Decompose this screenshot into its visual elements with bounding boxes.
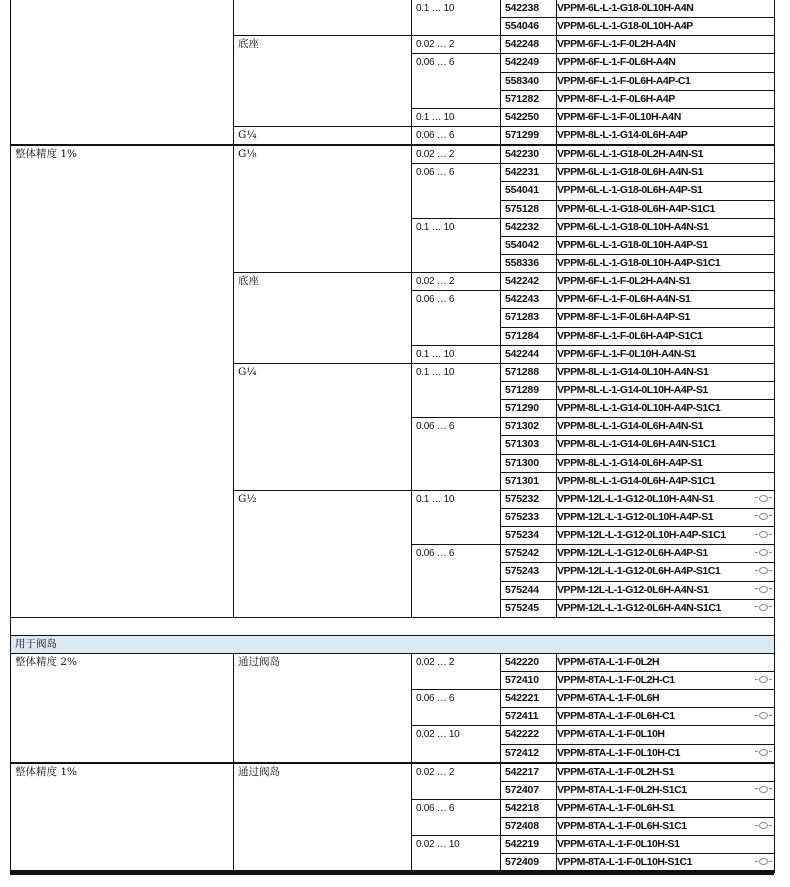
- type-code-cell: VPPM-6L-L-1-G18-0L10H-A4P: [557, 18, 775, 36]
- part-number-cell: 554041: [501, 182, 557, 200]
- part-number-cell: 572407: [501, 781, 557, 799]
- pressure-range-cell: 0.1 … 10: [412, 490, 501, 544]
- type-code-cell: VPPM-6F-L-1-F-0L6H-A4P-C1: [557, 72, 775, 90]
- part-number-cell: 571301: [501, 472, 557, 490]
- type-code-cell: VPPM-8L-L-1-G14-0L6H-A4P-S1: [557, 454, 775, 472]
- part-number-cell: 571288: [501, 363, 557, 381]
- connection-cell: G½: [234, 490, 412, 617]
- part-number-cell: 542230: [501, 145, 557, 164]
- part-number-cell: 572410: [501, 672, 557, 690]
- type-code-cell: VPPM-6F-L-1-F-0L10H-A4N-S1: [557, 345, 775, 363]
- type-code-cell: VPPM-8TA-L-1-F-0L2H-S1C1: [557, 781, 775, 799]
- type-code-cell: VPPM-8L-L-1-G14-0L6H-A4N-S1: [557, 418, 775, 436]
- part-number-cell: 575234: [501, 527, 557, 545]
- part-number-cell: 571299: [501, 126, 557, 145]
- type-code-cell: VPPM-6TA-L-1-F-0L2H: [557, 653, 775, 671]
- type-code-cell: VPPM-6L-L-1-G18-0L6H-A4P-S1: [557, 182, 775, 200]
- part-number-cell: 542220: [501, 653, 557, 671]
- type-code-cell: VPPM-8L-L-1-G14-0L6H-A4N-S1C1: [557, 436, 775, 454]
- pressure-range-cell: 0.02 … 2: [412, 145, 501, 164]
- pressure-range-cell: 0.06 … 6: [412, 800, 501, 836]
- pressure-range-cell: 0.1 … 10: [412, 0, 501, 36]
- part-number-cell: 575232: [501, 490, 557, 508]
- accuracy-cell: 整体精度 1%: [11, 145, 234, 617]
- connection-cell: [234, 0, 412, 36]
- type-code-cell: VPPM-8TA-L-1-F-0L10H-C1: [557, 744, 775, 763]
- part-number-cell: 542244: [501, 345, 557, 363]
- pressure-range-cell: 0.02 … 2: [412, 36, 501, 54]
- pressure-range-cell: 0.1 … 10: [412, 108, 501, 126]
- pressure-range-cell: 0.1 … 10: [412, 345, 501, 363]
- type-code-cell: VPPM-6F-L-1-F-0L2H-A4N-S1: [557, 273, 775, 291]
- type-code-cell: VPPM-8L-L-1-G14-0L6H-A4P: [557, 126, 775, 145]
- type-code-cell: VPPM-8L-L-1-G14-0L10H-A4P-S1: [557, 381, 775, 399]
- connection-cell: G¼: [234, 363, 412, 490]
- pressure-range-cell: 0.02 … 2: [412, 653, 501, 689]
- part-number-cell: 554042: [501, 236, 557, 254]
- part-number-cell: 542238: [501, 0, 557, 18]
- table-row: [11, 763, 775, 782]
- part-number-cell: 575243: [501, 563, 557, 581]
- pressure-range-cell: 0.06 … 6: [412, 164, 501, 218]
- section-header-valve-terminal: 用于阀岛: [11, 635, 775, 653]
- connection-cell: G¼: [234, 126, 412, 145]
- part-number-cell: 571289: [501, 381, 557, 399]
- type-code-cell: VPPM-6F-L-1-F-0L10H-A4N: [557, 108, 775, 126]
- type-code-cell: VPPM-12L-L-1-G12-0L6H-A4N-S1C1: [557, 599, 775, 617]
- stock-item-icon: [759, 495, 768, 502]
- type-code-cell: VPPM-12L-L-1-G12-0L10H-A4N-S1: [557, 490, 775, 508]
- type-code-cell: VPPM-6L-L-1-G18-0L10H-A4P-S1: [557, 236, 775, 254]
- table-bottom-rule: [10, 870, 774, 875]
- pressure-range-cell: 0.06 … 6: [412, 126, 501, 145]
- type-code-cell: VPPM-6F-L-1-F-0L6H-A4N-S1: [557, 291, 775, 309]
- connection-cell: G⅛: [234, 145, 412, 272]
- pressure-range-cell: 0.06 … 6: [412, 690, 501, 726]
- section-header-row: [11, 635, 775, 653]
- connection-cell: 通过阀岛: [234, 763, 412, 872]
- part-number-cell: 571283: [501, 309, 557, 327]
- type-code-cell: VPPM-12L-L-1-G12-0L10H-A4P-S1: [557, 508, 775, 526]
- type-code-cell: VPPM-6L-L-1-G18-0L6H-A4P-S1C1: [557, 200, 775, 218]
- stock-item-icon: [759, 676, 768, 683]
- pressure-range-cell: 0.02 … 10: [412, 726, 501, 763]
- table-row: [11, 0, 775, 18]
- type-code-cell: VPPM-8TA-L-1-F-0L2H-C1: [557, 672, 775, 690]
- pressure-range-cell: 0.06 … 6: [412, 54, 501, 108]
- spacer-cell: [11, 617, 775, 635]
- pressure-range-cell: 0.02 … 2: [412, 763, 501, 800]
- part-number-cell: 572408: [501, 818, 557, 836]
- type-code-cell: VPPM-12L-L-1-G12-0L6H-A4P-S1: [557, 545, 775, 563]
- stock-item-icon: [759, 586, 768, 593]
- accuracy-cell: 整体精度 2%: [11, 653, 234, 762]
- part-number-cell: 554046: [501, 18, 557, 36]
- part-number-cell: 575233: [501, 508, 557, 526]
- type-code-cell: VPPM-6L-L-1-G18-0L10H-A4N: [557, 0, 775, 18]
- type-code-cell: VPPM-8TA-L-1-F-0L6H-C1: [557, 708, 775, 726]
- accuracy-cell: [11, 0, 234, 145]
- type-code-cell: VPPM-8F-L-1-F-0L6H-A4P-S1C1: [557, 327, 775, 345]
- type-code-cell: VPPM-6F-L-1-F-0L6H-A4N: [557, 54, 775, 72]
- pressure-range-cell: 0.06 … 6: [412, 418, 501, 491]
- stock-item-icon: [759, 786, 768, 793]
- part-number-cell: 572409: [501, 854, 557, 872]
- part-number-cell: 542217: [501, 763, 557, 782]
- part-number-cell: 542249: [501, 54, 557, 72]
- stock-item-icon: [759, 513, 768, 520]
- pressure-range-cell: 0.06 … 6: [412, 291, 501, 345]
- part-number-cell: 571300: [501, 454, 557, 472]
- part-number-cell: 575242: [501, 545, 557, 563]
- part-number-cell: 572412: [501, 744, 557, 763]
- part-number-cell: 542221: [501, 690, 557, 708]
- type-code-cell: VPPM-8F-L-1-F-0L6H-A4P: [557, 90, 775, 108]
- stock-item-icon: [759, 822, 768, 829]
- part-number-cell: 558336: [501, 254, 557, 272]
- type-code-cell: VPPM-8L-L-1-G14-0L6H-A4P-S1C1: [557, 472, 775, 490]
- pressure-range-cell: 0.1 … 10: [412, 363, 501, 417]
- pressure-range-cell: 0.1 … 10: [412, 218, 501, 272]
- type-code-cell: VPPM-12L-L-1-G12-0L6H-A4P-S1C1: [557, 563, 775, 581]
- table-row: [11, 653, 775, 671]
- part-number-cell: 542243: [501, 291, 557, 309]
- stock-item-icon: [759, 712, 768, 719]
- table-row: [11, 145, 775, 164]
- spacer-row: [11, 617, 775, 635]
- type-code-cell: VPPM-8L-L-1-G14-0L10H-A4P-S1C1: [557, 400, 775, 418]
- connection-cell: 通过阀岛: [234, 653, 412, 762]
- connection-cell: 底座: [234, 273, 412, 364]
- type-code-cell: VPPM-6TA-L-1-F-0L10H-S1: [557, 836, 775, 854]
- part-number-cell: 542222: [501, 726, 557, 744]
- part-number-cell: 542219: [501, 836, 557, 854]
- part-number-cell: 571303: [501, 436, 557, 454]
- stock-item-icon: [759, 604, 768, 611]
- part-number-cell: 571282: [501, 90, 557, 108]
- pressure-range-cell: 0.02 … 10: [412, 836, 501, 872]
- part-number-cell: 542218: [501, 800, 557, 818]
- type-code-cell: VPPM-6TA-L-1-F-0L6H: [557, 690, 775, 708]
- part-number-cell: 542231: [501, 164, 557, 182]
- part-number-cell: 572411: [501, 708, 557, 726]
- stock-item-icon: [759, 567, 768, 574]
- type-code-cell: VPPM-6L-L-1-G18-0L10H-A4N-S1: [557, 218, 775, 236]
- type-code-cell: VPPM-8TA-L-1-F-0L10H-S1C1: [557, 854, 775, 872]
- part-number-cell: 558340: [501, 72, 557, 90]
- product-order-table: [10, 0, 775, 873]
- part-number-cell: 542250: [501, 108, 557, 126]
- stock-item-icon: [759, 531, 768, 538]
- part-number-cell: 542242: [501, 273, 557, 291]
- part-number-cell: 542232: [501, 218, 557, 236]
- type-code-cell: VPPM-6TA-L-1-F-0L6H-S1: [557, 800, 775, 818]
- type-code-cell: VPPM-6L-L-1-G18-0L6H-A4N-S1: [557, 164, 775, 182]
- connection-cell: 底座: [234, 36, 412, 127]
- type-code-cell: VPPM-8L-L-1-G14-0L10H-A4N-S1: [557, 363, 775, 381]
- part-number-cell: 571284: [501, 327, 557, 345]
- type-code-cell: VPPM-12L-L-1-G12-0L10H-A4P-S1C1: [557, 527, 775, 545]
- type-code-cell: VPPM-6F-L-1-F-0L2H-A4N: [557, 36, 775, 54]
- part-number-cell: 575244: [501, 581, 557, 599]
- type-code-cell: VPPM-8F-L-1-F-0L6H-A4P-S1: [557, 309, 775, 327]
- type-code-cell: VPPM-6L-L-1-G18-0L2H-A4N-S1: [557, 145, 775, 164]
- type-code-cell: VPPM-6TA-L-1-F-0L10H: [557, 726, 775, 744]
- part-number-cell: 571290: [501, 400, 557, 418]
- type-code-cell: VPPM-6TA-L-1-F-0L2H-S1: [557, 763, 775, 782]
- part-number-cell: 575245: [501, 599, 557, 617]
- type-code-cell: VPPM-12L-L-1-G12-0L6H-A4N-S1: [557, 581, 775, 599]
- accuracy-cell: 整体精度 1%: [11, 763, 234, 872]
- pressure-range-cell: 0.02 … 2: [412, 273, 501, 291]
- pressure-range-cell: 0.06 … 6: [412, 545, 501, 618]
- part-number-cell: 575128: [501, 200, 557, 218]
- product-table-container: [10, 0, 774, 873]
- part-number-cell: 542248: [501, 36, 557, 54]
- stock-item-icon: [759, 858, 768, 865]
- type-code-cell: VPPM-8TA-L-1-F-0L6H-S1C1: [557, 818, 775, 836]
- type-code-cell: VPPM-6L-L-1-G18-0L10H-A4P-S1C1: [557, 254, 775, 272]
- part-number-cell: 571302: [501, 418, 557, 436]
- stock-item-icon: [759, 549, 768, 556]
- stock-item-icon: [759, 749, 768, 756]
